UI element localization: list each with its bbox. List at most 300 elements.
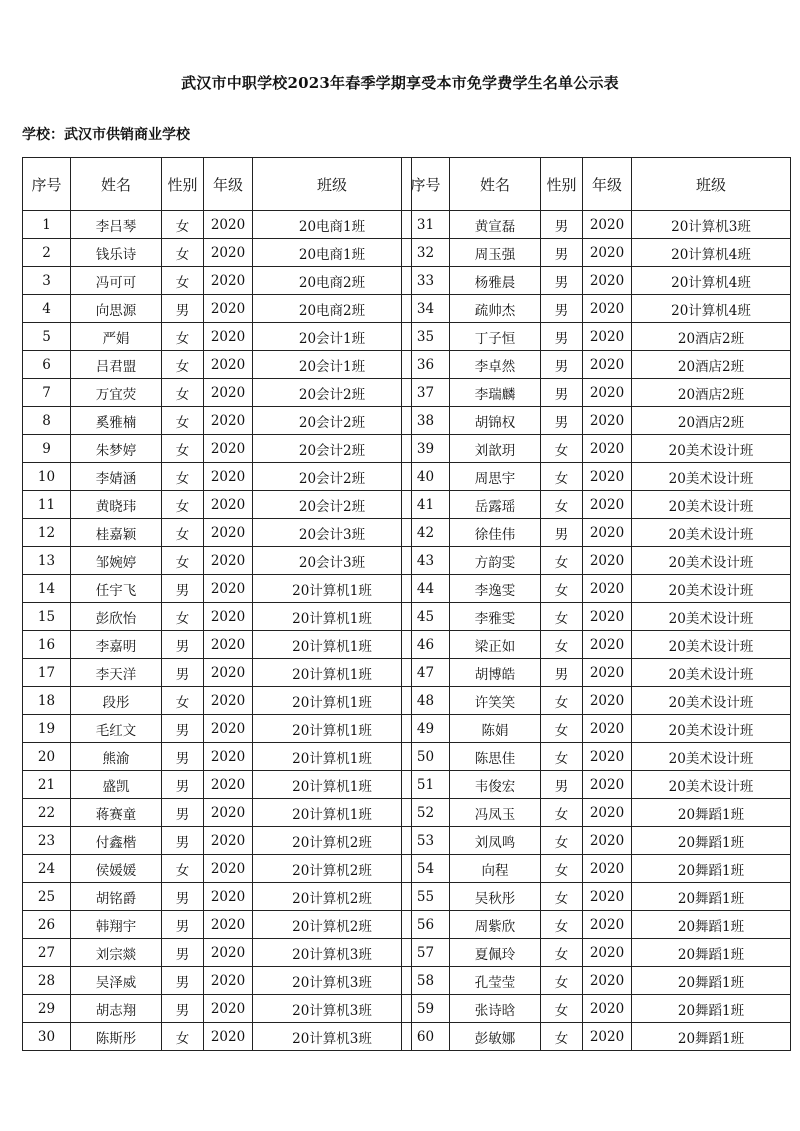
cell-number: 35 [402,323,450,351]
cell-grade: 2020 [583,491,632,519]
cell-name: 李卓然 [450,351,541,379]
table-row [23,631,412,659]
cell-class: 20计算机3班 [253,967,412,995]
cell-name: 万宜荧 [71,379,162,407]
cell-gender: 女 [541,855,583,883]
cell-number: 58 [402,967,450,995]
cell-number: 21 [23,771,71,799]
cell-name: 盛凯 [71,771,162,799]
cell-number: 6 [23,351,71,379]
cell-grade: 2020 [204,939,253,967]
cell-name: 刘凤鸣 [450,827,541,855]
cell-gender: 女 [162,491,204,519]
cell-class: 20计算机1班 [253,659,412,687]
cell-name: 陈斯彤 [71,1023,162,1051]
cell-grade: 2020 [583,995,632,1023]
table-row [23,687,412,715]
cell-class: 20计算机1班 [253,799,412,827]
cell-name: 黄宣磊 [450,211,541,239]
cell-name: 周思宇 [450,463,541,491]
cell-gender: 女 [162,855,204,883]
cell-name: 陈娟 [450,715,541,743]
cell-gender: 男 [541,771,583,799]
cell-name: 蒋赛童 [71,799,162,827]
cell-number: 15 [23,603,71,631]
cell-number: 36 [402,351,450,379]
cell-name: 彭欣怡 [71,603,162,631]
cell-grade: 2020 [204,295,253,323]
cell-class: 20计算机1班 [253,603,412,631]
cell-number: 7 [23,379,71,407]
cell-name: 张诗晗 [450,995,541,1023]
cell-class: 20会计2班 [253,491,412,519]
cell-name: 许笑笑 [450,687,541,715]
cell-number: 4 [23,295,71,323]
cell-name: 吴泽威 [71,967,162,995]
cell-name: 吕君盟 [71,351,162,379]
cell-grade: 2020 [204,603,253,631]
cell-class: 20舞蹈1班 [632,995,791,1023]
cell-gender: 女 [541,631,583,659]
table-row [23,575,412,603]
cell-number: 46 [402,631,450,659]
cell-class: 20电商1班 [253,239,412,267]
cell-gender: 男 [541,323,583,351]
cell-number: 56 [402,911,450,939]
cell-number: 14 [23,575,71,603]
table-row [23,547,412,575]
cell-number: 39 [402,435,450,463]
cell-grade: 2020 [204,463,253,491]
cell-grade: 2020 [583,659,632,687]
cell-grade: 2020 [204,631,253,659]
cell-class: 20会计2班 [253,463,412,491]
cell-gender: 女 [162,407,204,435]
cell-name: 梁正如 [450,631,541,659]
cell-grade: 2020 [204,239,253,267]
cell-grade: 2020 [204,659,253,687]
cell-number: 24 [23,855,71,883]
cell-grade: 2020 [204,855,253,883]
cell-name: 夏佩玲 [450,939,541,967]
cell-grade: 2020 [583,1023,632,1051]
cell-gender: 女 [162,519,204,547]
table-row [23,911,412,939]
cell-gender: 男 [162,827,204,855]
document-title: 武汉市中职学校2023年春季学期享受本市免学费学生名单公示表 [181,74,619,92]
table-row [23,799,412,827]
cell-number: 54 [402,855,450,883]
table-row [402,267,791,295]
cell-name: 毛红文 [71,715,162,743]
cell-class: 20会计3班 [253,547,412,575]
student-table-left [22,157,412,1051]
table-row [402,407,791,435]
cell-grade: 2020 [204,967,253,995]
cell-number: 40 [402,463,450,491]
cell-grade: 2020 [204,379,253,407]
cell-class: 20美术设计班 [632,631,791,659]
table-row [402,939,791,967]
cell-gender: 女 [162,323,204,351]
cell-gender: 女 [541,687,583,715]
table-row [23,491,412,519]
header-grade: 年级 [204,158,253,211]
table-row [402,827,791,855]
cell-gender: 女 [162,603,204,631]
cell-name: 李瑞麟 [450,379,541,407]
cell-name: 徐佳伟 [450,519,541,547]
cell-gender: 女 [541,435,583,463]
cell-class: 20计算机2班 [253,827,412,855]
cell-number: 45 [402,603,450,631]
table-row [23,379,412,407]
cell-class: 20舞蹈1班 [632,967,791,995]
cell-class: 20计算机4班 [632,239,791,267]
cell-name: 彭敏娜 [450,1023,541,1051]
cell-class: 20美术设计班 [632,715,791,743]
cell-grade: 2020 [204,407,253,435]
cell-gender: 女 [162,239,204,267]
cell-number: 29 [23,995,71,1023]
cell-gender: 男 [541,659,583,687]
cell-name: 段彤 [71,687,162,715]
cell-number: 3 [23,267,71,295]
header-name: 姓名 [71,158,162,211]
cell-class: 20美术设计班 [632,603,791,631]
cell-number: 12 [23,519,71,547]
cell-grade: 2020 [583,715,632,743]
cell-number: 26 [23,911,71,939]
cell-name: 胡铭爵 [71,883,162,911]
cell-name: 向程 [450,855,541,883]
cell-grade: 2020 [583,575,632,603]
cell-name: 李嘉明 [71,631,162,659]
cell-name: 李吕琴 [71,211,162,239]
cell-gender: 男 [162,631,204,659]
table-row [23,463,412,491]
cell-gender: 女 [162,463,204,491]
table-row [402,687,791,715]
cell-class: 20美术设计班 [632,435,791,463]
cell-gender: 女 [162,211,204,239]
table-row [402,323,791,351]
table-row [402,435,791,463]
header-number: 序号 [402,158,450,211]
table-row [23,743,412,771]
cell-class: 20计算机1班 [253,743,412,771]
cell-class: 20舞蹈1班 [632,1023,791,1051]
cell-number: 51 [402,771,450,799]
cell-class: 20会计2班 [253,435,412,463]
table-row [402,239,791,267]
table-row [23,771,412,799]
cell-grade: 2020 [583,799,632,827]
cell-grade: 2020 [204,1023,253,1051]
cell-grade: 2020 [583,519,632,547]
cell-grade: 2020 [204,799,253,827]
cell-class: 20会计1班 [253,323,412,351]
cell-class: 20计算机4班 [632,267,791,295]
cell-gender: 男 [541,295,583,323]
cell-class: 20美术设计班 [632,519,791,547]
cell-class: 20计算机1班 [253,687,412,715]
cell-name: 胡博皓 [450,659,541,687]
cell-grade: 2020 [583,323,632,351]
cell-number: 25 [23,883,71,911]
table-row [402,379,791,407]
cell-gender: 男 [162,799,204,827]
table-row [23,659,412,687]
cell-number: 13 [23,547,71,575]
cell-grade: 2020 [204,827,253,855]
cell-number: 16 [23,631,71,659]
cell-class: 20会计2班 [253,407,412,435]
cell-gender: 女 [162,267,204,295]
cell-gender: 男 [541,351,583,379]
cell-gender: 女 [541,995,583,1023]
cell-number: 23 [23,827,71,855]
cell-number: 17 [23,659,71,687]
cell-number: 33 [402,267,450,295]
cell-class: 20舞蹈1班 [632,883,791,911]
table-row [402,295,791,323]
cell-number: 2 [23,239,71,267]
cell-gender: 女 [162,1023,204,1051]
table-row [402,1023,791,1051]
cell-number: 27 [23,939,71,967]
cell-grade: 2020 [583,211,632,239]
cell-grade: 2020 [583,435,632,463]
cell-class: 20美术设计班 [632,575,791,603]
cell-name: 黄晓玮 [71,491,162,519]
cell-grade: 2020 [583,911,632,939]
cell-class: 20电商2班 [253,295,412,323]
cell-number: 9 [23,435,71,463]
cell-class: 20电商2班 [253,267,412,295]
cell-number: 30 [23,1023,71,1051]
cell-class: 20美术设计班 [632,547,791,575]
cell-class: 20计算机2班 [253,883,412,911]
cell-class: 20美术设计班 [632,659,791,687]
cell-gender: 女 [162,547,204,575]
cell-gender: 男 [162,575,204,603]
cell-gender: 男 [541,211,583,239]
table-row [23,519,412,547]
cell-name: 冯凤玉 [450,799,541,827]
cell-name: 胡志翔 [71,995,162,1023]
cell-grade: 2020 [204,575,253,603]
cell-grade: 2020 [583,771,632,799]
cell-class: 20计算机3班 [253,1023,412,1051]
cell-name: 严娟 [71,323,162,351]
cell-gender: 男 [162,883,204,911]
cell-grade: 2020 [204,435,253,463]
cell-name: 疏帅杰 [450,295,541,323]
cell-gender: 女 [541,603,583,631]
cell-class: 20美术设计班 [632,687,791,715]
cell-grade: 2020 [204,715,253,743]
table-row [23,323,412,351]
table-row [402,463,791,491]
cell-class: 20酒店2班 [632,407,791,435]
cell-gender: 男 [162,743,204,771]
cell-class: 20电商1班 [253,211,412,239]
table-row [23,1023,412,1051]
table-row [23,715,412,743]
cell-name: 付鑫楷 [71,827,162,855]
cell-class: 20会计3班 [253,519,412,547]
cell-class: 20会计1班 [253,351,412,379]
cell-gender: 女 [541,799,583,827]
cell-name: 李雅雯 [450,603,541,631]
cell-name: 李婧涵 [71,463,162,491]
cell-class: 20计算机4班 [632,295,791,323]
cell-class: 20酒店2班 [632,379,791,407]
cell-grade: 2020 [204,547,253,575]
header-class: 班级 [253,158,412,211]
cell-number: 19 [23,715,71,743]
cell-number: 32 [402,239,450,267]
table-row [402,351,791,379]
cell-number: 53 [402,827,450,855]
cell-class: 20计算机3班 [253,939,412,967]
table-row [23,855,412,883]
cell-gender: 男 [541,407,583,435]
cell-name: 刘宗燚 [71,939,162,967]
cell-class: 20计算机1班 [253,575,412,603]
table-row [23,827,412,855]
cell-number: 10 [23,463,71,491]
table-row [402,547,791,575]
cell-name: 任宇飞 [71,575,162,603]
cell-gender: 男 [162,659,204,687]
cell-name: 韩翔宇 [71,911,162,939]
header-class: 班级 [632,158,791,211]
cell-class: 20美术设计班 [632,491,791,519]
cell-grade: 2020 [583,967,632,995]
cell-number: 20 [23,743,71,771]
cell-gender: 男 [162,771,204,799]
table-header-row [23,158,412,211]
cell-grade: 2020 [583,239,632,267]
cell-name: 侯媛媛 [71,855,162,883]
cell-name: 孔莹莹 [450,967,541,995]
table-row [23,435,412,463]
cell-class: 20酒店2班 [632,323,791,351]
cell-grade: 2020 [204,743,253,771]
cell-grade: 2020 [204,771,253,799]
table-row [23,351,412,379]
cell-grade: 2020 [204,323,253,351]
cell-gender: 女 [162,379,204,407]
cell-gender: 女 [541,715,583,743]
cell-name: 胡锦权 [450,407,541,435]
cell-gender: 女 [541,967,583,995]
cell-grade: 2020 [204,267,253,295]
cell-gender: 男 [162,967,204,995]
table-row [23,939,412,967]
table-row [23,407,412,435]
cell-class: 20舞蹈1班 [632,911,791,939]
cell-grade: 2020 [583,827,632,855]
cell-name: 刘歆玥 [450,435,541,463]
table-row [402,603,791,631]
cell-grade: 2020 [583,603,632,631]
table-row [402,967,791,995]
cell-number: 28 [23,967,71,995]
table-row [23,967,412,995]
table-row [23,211,412,239]
cell-name: 陈思佳 [450,743,541,771]
cell-name: 朱梦婷 [71,435,162,463]
table-row [23,295,412,323]
cell-gender: 女 [541,1023,583,1051]
cell-number: 8 [23,407,71,435]
cell-gender: 女 [541,491,583,519]
cell-gender: 男 [541,519,583,547]
cell-grade: 2020 [204,911,253,939]
cell-number: 11 [23,491,71,519]
cell-number: 5 [23,323,71,351]
cell-gender: 女 [541,883,583,911]
cell-class: 20计算机1班 [253,631,412,659]
cell-grade: 2020 [583,855,632,883]
cell-grade: 2020 [204,491,253,519]
student-table-right [401,157,791,1051]
cell-name: 韦俊宏 [450,771,541,799]
cell-number: 50 [402,743,450,771]
table-row [402,855,791,883]
header-number: 序号 [23,158,71,211]
cell-grade: 2020 [583,351,632,379]
cell-number: 49 [402,715,450,743]
cell-number: 1 [23,211,71,239]
cell-class: 20计算机2班 [253,855,412,883]
header-gender: 性别 [541,158,583,211]
cell-gender: 女 [541,463,583,491]
header-name: 姓名 [450,158,541,211]
table-row [402,631,791,659]
header-grade: 年级 [583,158,632,211]
cell-grade: 2020 [204,351,253,379]
cell-number: 22 [23,799,71,827]
cell-grade: 2020 [204,519,253,547]
cell-gender: 男 [541,239,583,267]
cell-class: 20计算机3班 [253,995,412,1023]
cell-class: 20计算机2班 [253,911,412,939]
cell-class: 20舞蹈1班 [632,827,791,855]
cell-grade: 2020 [583,267,632,295]
cell-class: 20计算机1班 [253,715,412,743]
table-header-row [402,158,791,211]
cell-class: 20酒店2班 [632,351,791,379]
cell-grade: 2020 [583,295,632,323]
cell-number: 47 [402,659,450,687]
cell-gender: 男 [541,267,583,295]
cell-number: 31 [402,211,450,239]
table-row [402,995,791,1023]
cell-gender: 女 [541,827,583,855]
cell-class: 20舞蹈1班 [632,855,791,883]
cell-number: 55 [402,883,450,911]
cell-number: 44 [402,575,450,603]
cell-name: 吴秋彤 [450,883,541,911]
table-row [402,491,791,519]
cell-name: 岳露瑶 [450,491,541,519]
cell-class: 20美术设计班 [632,743,791,771]
cell-name: 钱乐诗 [71,239,162,267]
